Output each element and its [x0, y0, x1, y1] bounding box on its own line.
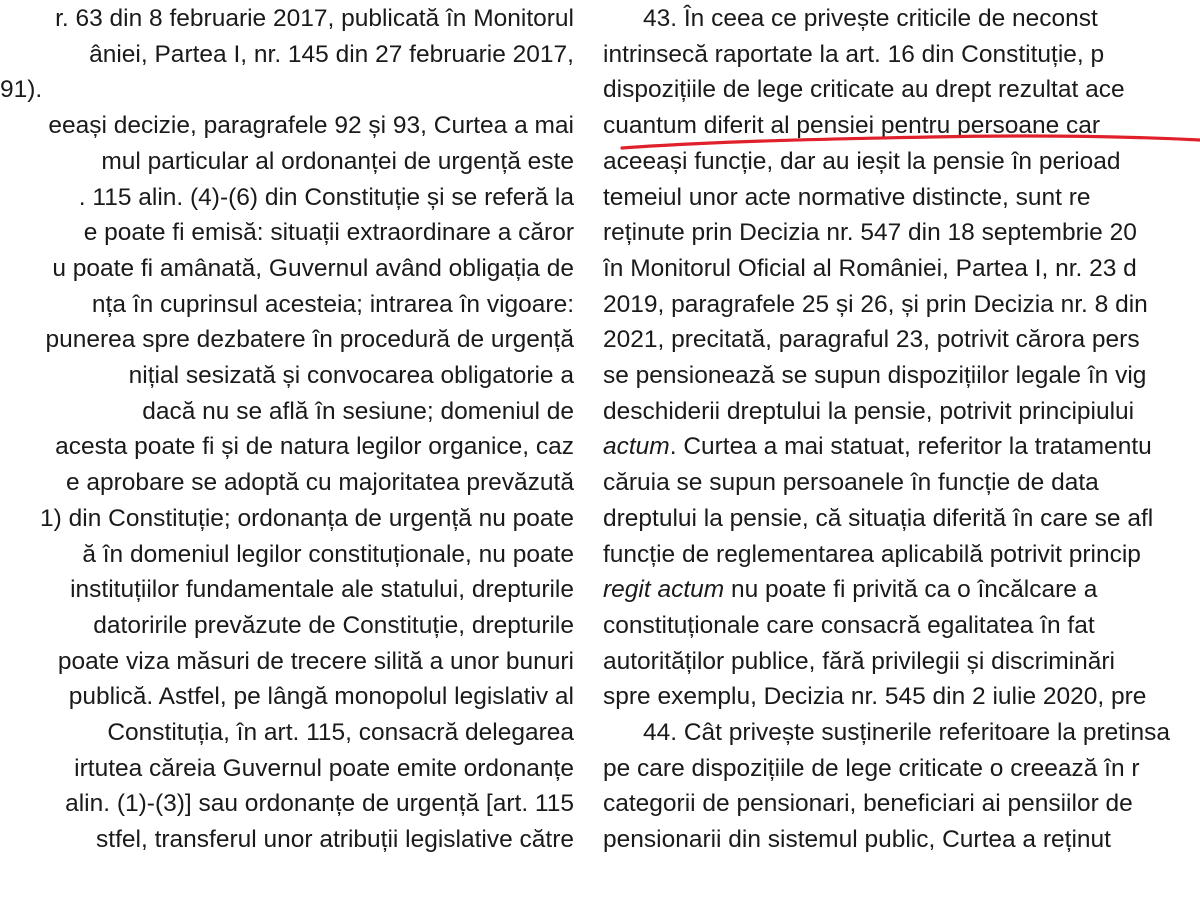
right-text-line: 43. În ceea ce privește criticile de neconst	[643, 5, 1098, 32]
right-text-line: categorii de pensionari, beneficiari ai pensiilor de	[603, 790, 1133, 818]
left-text-line: nițial sesizată și convocarea obligatorie a	[128, 362, 574, 389]
left-text-line: âniei, Partea I, nr. 145 din 27 februarie 2017,	[89, 40, 574, 68]
left-text-column	[0, 0, 574, 900]
right-text-line	[603, 573, 1097, 607]
right-text-line: 2021, precitată, paragraful 23, potrivit cărora pers	[603, 326, 1140, 354]
left-text-line: stfel, transferul unor atribuții legislative către	[96, 826, 574, 854]
left-text-line: dacă nu se află în sesiune; domeniul de	[142, 397, 574, 425]
right-text-line: intrinsecă raportate la art. 16 din Constituție, p	[603, 40, 1105, 68]
left-text-line: ă în domeniul legilor constituționale, nu poate	[82, 540, 574, 568]
line-text: . Curtea a mai statuat, referitor la tratamentu	[669, 433, 1152, 461]
right-text-line: dispozițiile de lege criticate au drept rezultat ace	[603, 76, 1125, 104]
left-text-line: publică. Astfel, pe lângă monopolul legislativ al	[68, 683, 574, 711]
left-text-line: e poate fi emisă: situații extraordinare a căror	[83, 219, 574, 247]
right-text-line: reținute prin Decizia nr. 547 din 18 septembrie 20	[603, 219, 1137, 247]
left-text-line: Constituția, în art. 115, consacră delegarea	[107, 719, 574, 746]
right-text-column	[603, 0, 1200, 900]
left-text-line: datoririle prevăzute de Constituție, drepturile	[93, 611, 574, 639]
left-text-line: irtutea căreia Guvernul poate emite ordonanțe	[74, 754, 574, 782]
italic-phrase: actum	[603, 433, 670, 461]
right-text-line: căruia se supun persoanele în funcție de data	[603, 469, 1099, 497]
left-text-line: mul particular al ordonanței de urgență este	[101, 147, 574, 175]
left-text-line: alin. (1)-(3)] sau ordonanțe de urgență [art. 115	[65, 790, 574, 818]
left-text-line: 1) din Constituție; ordonanța de urgență nu poate	[40, 504, 574, 532]
right-text-line: dreptului la pensie, că situația diferită în care se afl	[603, 504, 1154, 532]
right-text-line: spre exemplu, Decizia nr. 545 din 2 iulie 2020, pre	[603, 683, 1147, 711]
right-text-line: autorităților publice, fără privilegii și discriminări	[603, 647, 1115, 675]
right-text-line: pensionarii din sistemul public, Curtea a reținut	[603, 826, 1111, 854]
italic-phrase: regit actum	[603, 576, 725, 604]
left-text-line: . 115 alin. (4)-(6) din Constituție și se referă la	[78, 183, 574, 211]
left-text-line: instituțiilor fundamentale ale statului, drepturile	[70, 576, 574, 604]
right-text-line: aceeași funcție, dar au ieșit la pensie în perioad	[603, 147, 1121, 175]
right-text-line: funcție de reglementarea aplicabilă potrivit princip	[603, 540, 1141, 568]
right-text-line: în Monitorul Oficial al României, Partea I, nr. 23 d	[603, 254, 1137, 282]
line-text: nu poate fi privită ca o încălcare a	[724, 576, 1098, 604]
left-text-line: u poate fi amânată, Guvernul având obligația de	[52, 254, 574, 282]
left-text-line: punerea spre dezbatere în procedură de urgență	[45, 326, 574, 354]
left-text-line: r. 63 din 8 februarie 2017, publicată în Monitorul	[55, 5, 574, 32]
right-text-line: deschiderii dreptului la pensie, potrivit principiului	[603, 397, 1135, 425]
left-text-line: nța în cuprinsul acesteia; intrarea în vigoare:	[91, 290, 574, 318]
right-text-line: se pensionează se supun dispozițiilor legale în vig	[603, 362, 1147, 389]
right-text-line: constituționale care consacră egalitatea în fat	[603, 611, 1095, 639]
left-text-line: poate viza măsuri de trecere silită a unor bunuri	[57, 647, 574, 675]
right-text-line: pe care dispozițiile de lege criticate o creează în r	[603, 754, 1140, 782]
right-text-line: 2019, paragrafele 25 și 26, și prin Decizia nr. 8 din	[603, 290, 1148, 318]
left-text-line: 91).	[0, 76, 43, 104]
right-text-line: cuantum diferit al pensiei pentru persoane car	[603, 112, 1101, 140]
left-text-line: e aprobare se adoptă cu majoritatea prevăzută	[65, 469, 574, 497]
left-text-line: eeași decizie, paragrafele 92 și 93, Curtea a mai	[48, 112, 574, 140]
right-text-line: 44. Cât privește susținerile referitoare la pretinsa	[643, 719, 1171, 746]
right-text-line: temeiul unor acte normative distincte, sunt re	[603, 183, 1091, 211]
left-text-line: acesta poate fi și de natura legilor organice, caz	[55, 433, 574, 461]
right-text-line	[603, 430, 1152, 464]
